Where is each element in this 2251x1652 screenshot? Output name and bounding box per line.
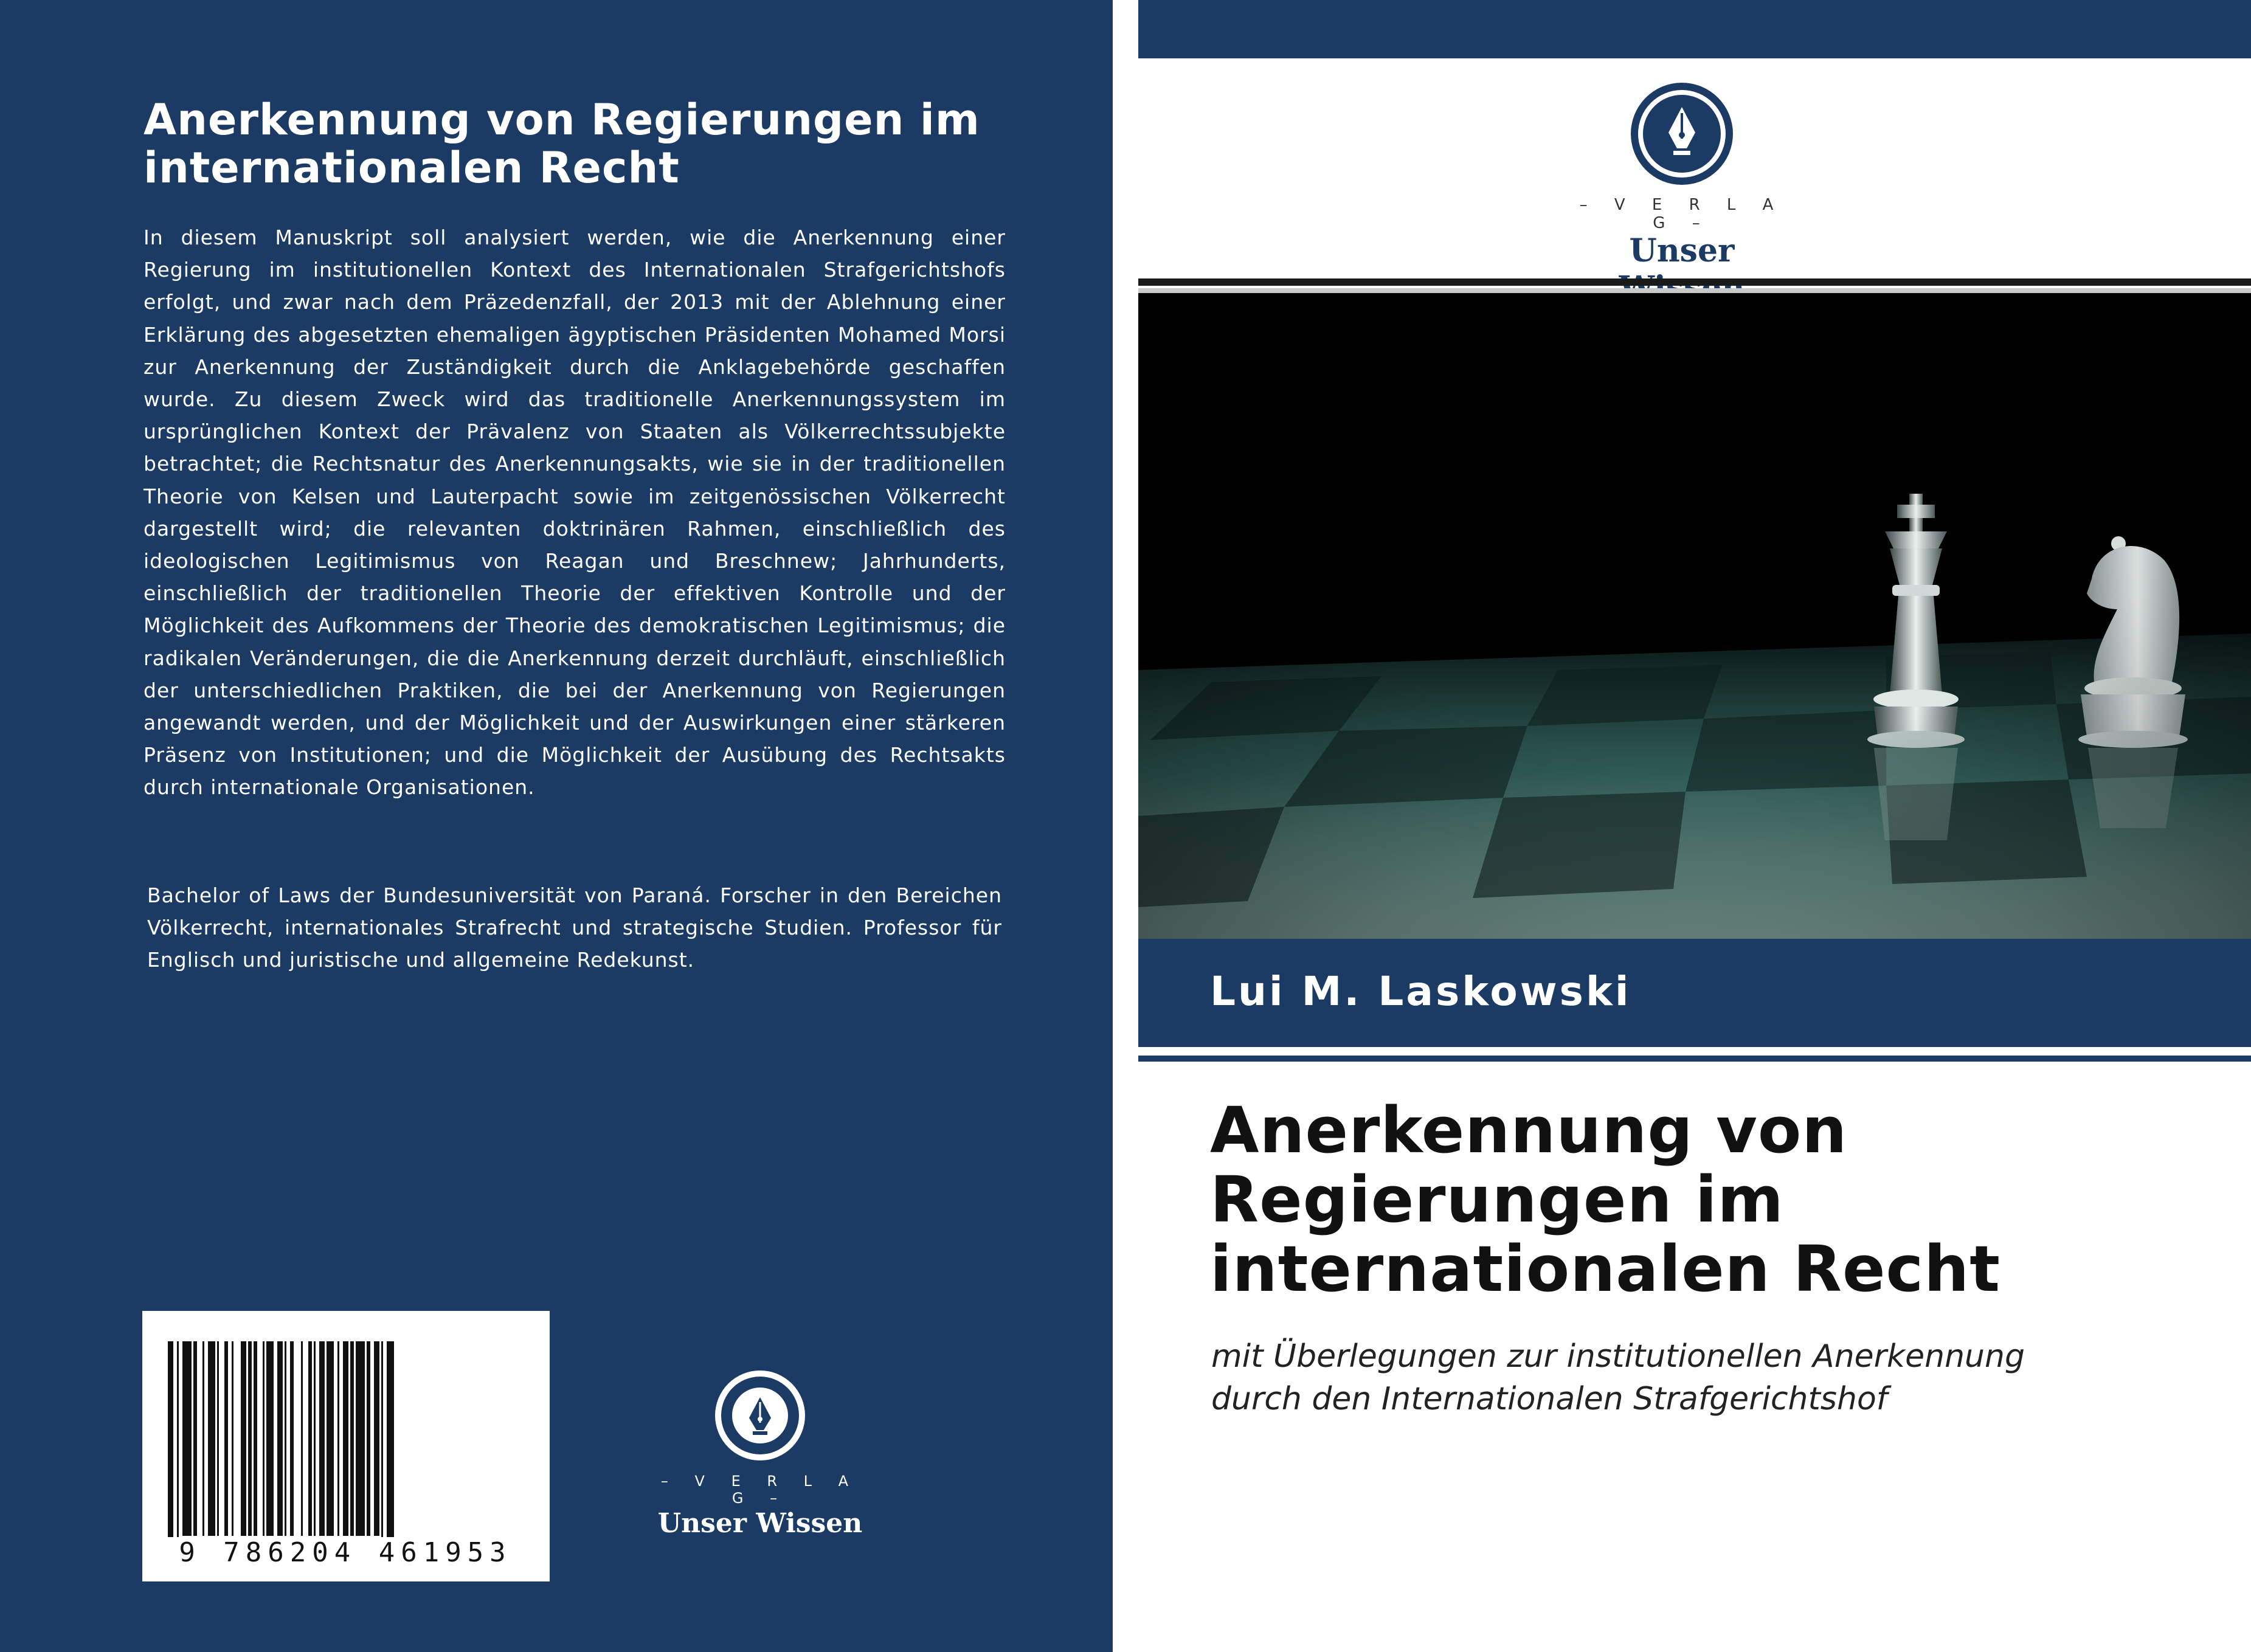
top-rule-light (1138, 288, 2251, 293)
barcode-bar (177, 1341, 179, 1548)
barcode-bar (337, 1341, 339, 1536)
barcode-bar (343, 1341, 348, 1536)
front-subtitle-line-2: durch den Internationalen Strafgerichtshof (1211, 1381, 1888, 1417)
barcode-bar (241, 1341, 246, 1536)
front-publisher-logo (1572, 80, 1791, 269)
barcode-bar (327, 1341, 334, 1536)
front-title-line-2: Regierungen im (1210, 1163, 1784, 1237)
barcode-bar (248, 1341, 252, 1536)
barcode-bar (356, 1341, 365, 1536)
barcode-bar (277, 1341, 283, 1536)
front-logo-verlag: – V E R L A G – (1579, 196, 1785, 232)
barcode-bar (208, 1341, 215, 1536)
barcode-bar (367, 1341, 370, 1536)
barcode-bar (301, 1341, 303, 1536)
barcode-bar (232, 1341, 233, 1536)
isbn-digits: 9 786204 461953 (151, 1537, 540, 1568)
front-logo-name: Unser (1629, 232, 1735, 269)
pen-nib-icon (1628, 80, 1735, 187)
barcode-bar (193, 1341, 197, 1536)
front-title-line-3: internationalen Recht (1210, 1232, 2000, 1306)
author-bio: Bachelor of Laws der Bundesuniversität von Paraná. Forscher in den Bereichen Völkerrecht, internationales Strafrecht und strategische Studien. Professor für Englisch und juristische und allgemeine Redekunst. (147, 883, 1002, 972)
barcode-bar (314, 1341, 316, 1536)
barcode-bar (387, 1341, 394, 1548)
barcode-bar (202, 1341, 204, 1536)
barcode-bar (182, 1341, 192, 1536)
barcode-bar (254, 1341, 257, 1536)
barcode-bar (374, 1341, 379, 1536)
barcode-bar (319, 1341, 325, 1536)
cover-photo-chess (1138, 293, 2251, 939)
pen-nib-icon (711, 1367, 809, 1464)
back-publisher-logo (657, 1367, 863, 1539)
back-cover-title: Anerkennung von Regierungen im internationalen Recht (143, 95, 980, 193)
front-cover-subtitle (1211, 1335, 2221, 1420)
barcode-bar (285, 1341, 286, 1536)
barcode-bar (290, 1341, 294, 1536)
author-name: Lui M. Laskowski (1210, 968, 1631, 1015)
front-cover-title (1210, 1093, 2183, 1306)
bottom-rule (1138, 1056, 2251, 1062)
back-cover-abstract: In diesem Manuskript soll analysiert werden, wie die Anerkennung einer Regierung im institutionellen Kontext des Internationalen Strafgerichtshofs erfolgt, und zwar nach dem Präzedenzfall, der 2013 mit der Ablehnung einer Erklärung des abgesetzten ehemaligen ägyptischen Präsidenten Mohamed Morsi zur Anerkennung der Zuständigkeit durch die Anklagebehörde geschaffen wurde. Zu diesem Zweck wird das traditionelle Anerkennungssystem im ursprünglichen Kontext der Prävalenz von Staaten als Völkerrechtssubjekte betrachtet; die Rechtsnatur des Anerkennungsakts, wie sie in der traditionellen Theorie von Kelsen und Lauterpacht sowie im zeitgenössischen Völkerrecht dargestellt wird; die relevanten doktrinären Rahmen, einschließlich des ideologischen Legitimismus von Reagan und Breschnew; Jahrhunderts, einschließlich der traditionellen Theorie der effektiven Kontrolle und der Möglichkeit des Aufkommens der Theorie des demokratischen Legitimismus; die radikalen Veränderungen, die die Anerkennung derzeit durchläuft, einschließlich der unterschiedlichen Praktiken, die bei der Anerkennung von Regierungen angewandt werden, und der Möglichkeit und der Auswirkungen einer stärkeren Präsenz von Institutionen; und die Möglichkeit der Ausübung des Rechtsakts durch internationale Organisationen. (143, 226, 1006, 800)
barcode-bar (308, 1341, 312, 1536)
barcode-bar (350, 1341, 354, 1536)
back-logo-name: Unser Wissen (657, 1508, 863, 1539)
barcode-bar (263, 1341, 265, 1536)
isbn-barcode (142, 1311, 550, 1581)
author-band (1138, 939, 2251, 1047)
barcode-bar (266, 1341, 274, 1536)
spine-gap (1113, 0, 1138, 1652)
barcode-bar (381, 1341, 383, 1548)
back-cover (0, 0, 1113, 1652)
front-subtitle-line-1: mit Überlegungen zur institutionellen Anerkennung (1211, 1338, 2025, 1375)
barcode-bar (224, 1341, 228, 1536)
barcode-bar (217, 1341, 219, 1536)
front-title-line-1: Anerkennung von (1210, 1093, 1848, 1167)
top-rule (1138, 278, 2251, 286)
front-top-bar (1138, 0, 2251, 58)
barcode-bar (168, 1341, 173, 1548)
back-logo-verlag: – V E R L A G – (660, 1473, 860, 1507)
